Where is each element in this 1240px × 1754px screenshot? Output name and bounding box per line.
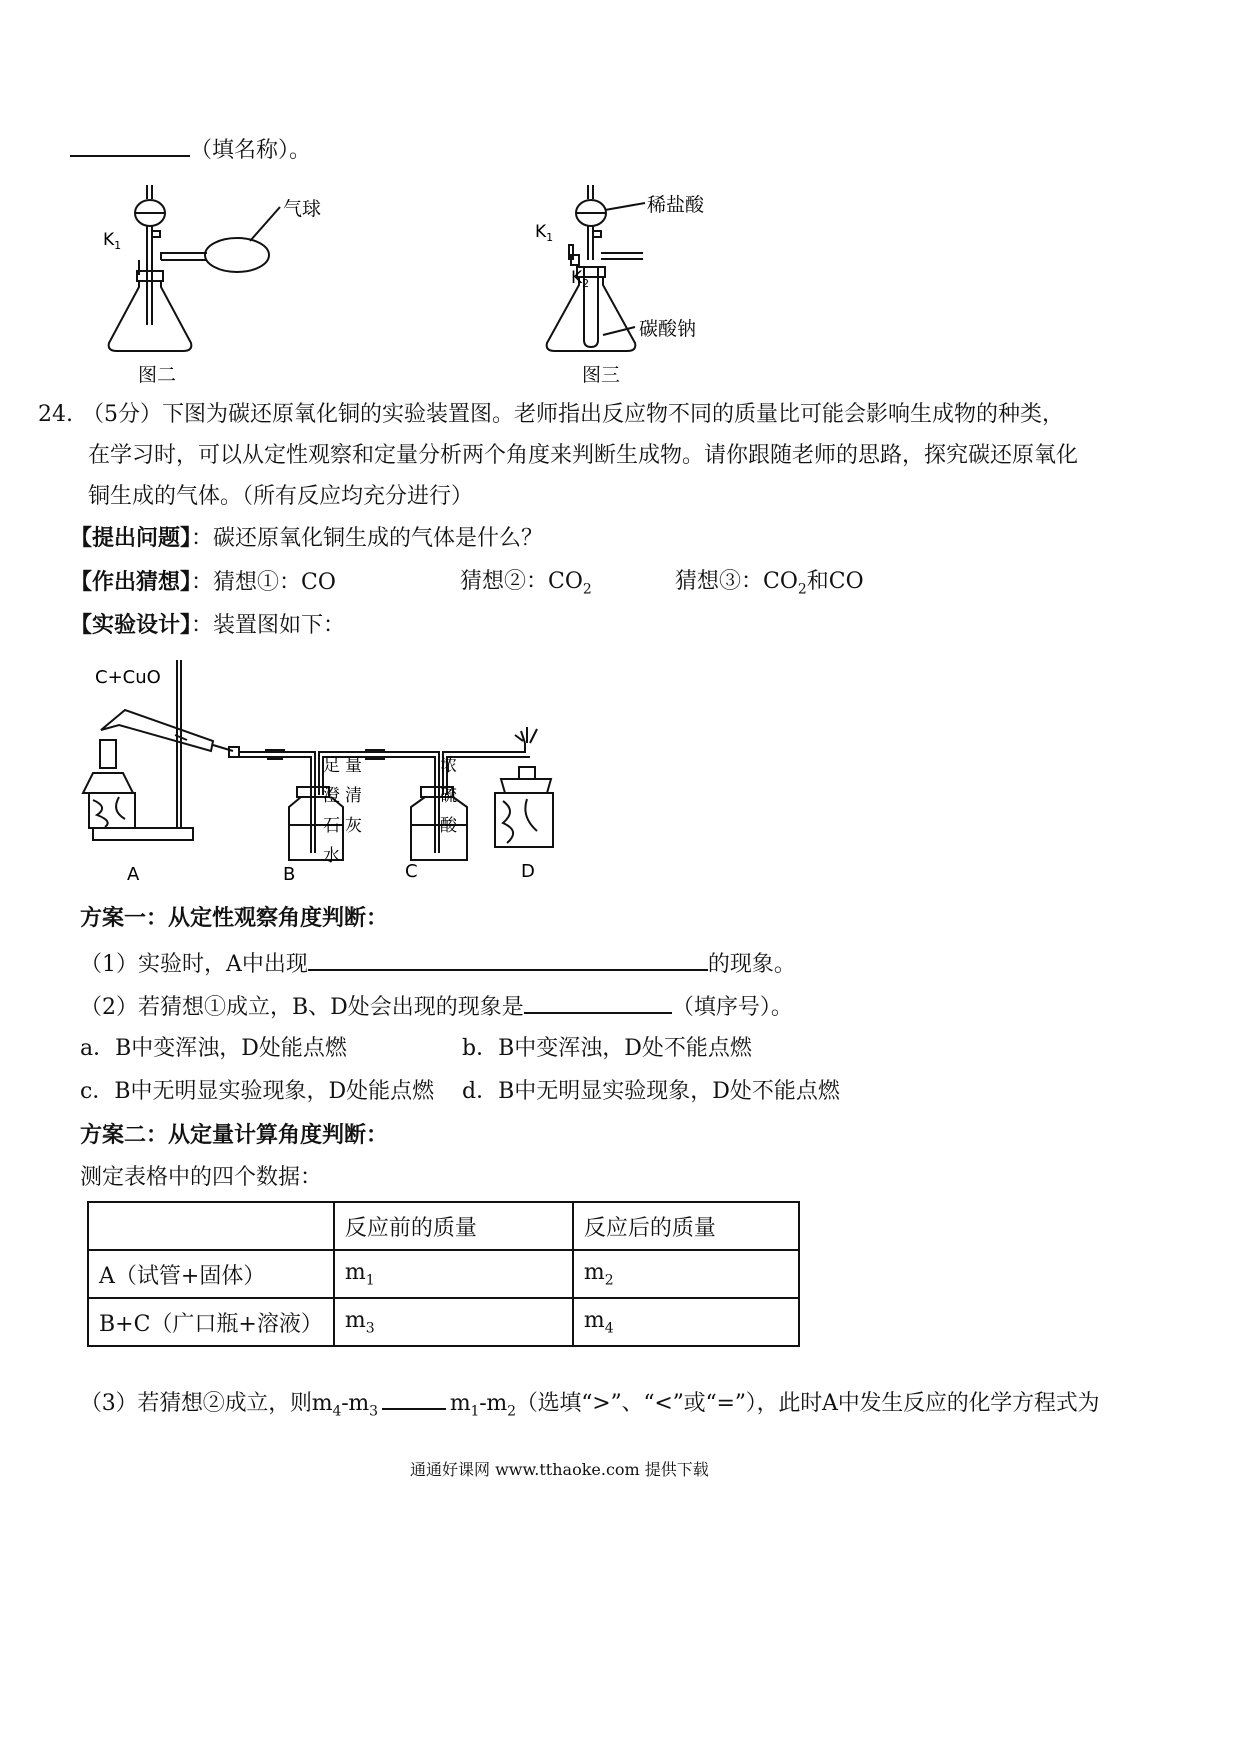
guess-line <box>70 567 1070 598</box>
conc-sulfuric-acid-label <box>440 756 458 836</box>
svg-text:A: A <box>127 864 140 885</box>
reagent-label: C+CuO <box>95 667 161 688</box>
svg-text:石: 石 <box>323 816 340 836</box>
table-header-row <box>88 1202 799 1250</box>
answer-blank[interactable] <box>70 133 190 157</box>
guess-1: ：猜想①：CO <box>191 570 336 595</box>
svg-text:C: C <box>405 861 418 882</box>
svg-text:澄: 澄 <box>323 786 340 806</box>
guess-label: 【作出猜想】 <box>70 569 192 595</box>
svg-text:清: 清 <box>345 786 362 806</box>
design-line <box>70 610 345 641</box>
header-after: 反应后的质量 <box>573 1202 799 1250</box>
option-b: b．B中变浑浊，D处不能点燃 <box>462 1036 752 1061</box>
table-row <box>88 1250 799 1298</box>
plan1-q2: （2）若猜想①成立，B、D处会出现的现象是 （填序号）。 <box>80 990 793 1023</box>
row-label: B+C（广口瓶+溶液） <box>88 1298 334 1346</box>
plan2-title: 方案二：从定量计算角度判断： <box>80 1122 389 1148</box>
plan1-title: 方案一：从定性观察角度判断： <box>80 905 389 931</box>
q24-line3: 铜生成的气体。（所有反应均充分进行） <box>88 484 474 509</box>
q1-answer-blank[interactable] <box>308 947 708 971</box>
k2-label: $K_2$ <box>571 268 590 290</box>
svg-text:酸: 酸 <box>440 816 457 836</box>
q2-answer-blank[interactable] <box>524 990 672 1014</box>
question-label: 【提出问题】 <box>70 525 192 551</box>
carbon-reduction-apparatus <box>75 655 595 890</box>
guess-2: 猜想②：$CO_2$ <box>460 569 592 598</box>
q24-number: 24. <box>38 402 73 427</box>
value-cell: $m_2$ <box>573 1250 799 1298</box>
top-answer-line <box>70 133 311 166</box>
dilute-hcl-label: 稀盐酸 <box>647 194 705 216</box>
guess-3: 猜想③：$CO_2$和CO <box>675 569 864 598</box>
design-label: 【实验设计】 <box>70 612 192 638</box>
q24-line2: 在学习时，可以从定性观察和定量分析两个角度来判断生成物。请你跟随老师的思路，探究碳还原氧化 <box>88 443 1079 468</box>
figure-three-apparatus <box>535 175 755 390</box>
mass-table <box>87 1201 800 1347</box>
table-row <box>88 1298 799 1346</box>
figure-two-apparatus <box>95 175 355 390</box>
row-label: A（试管+固体） <box>88 1250 334 1298</box>
value-cell: $m_4$ <box>573 1298 799 1346</box>
header-before: 反应前的质量 <box>334 1202 573 1250</box>
k1-label: $K_1$ <box>103 230 122 252</box>
plan1-q1: （1）实验时，A中出现 的现象。 <box>80 947 796 980</box>
value-cell: $m_1$ <box>334 1250 573 1298</box>
q24-line1: （5分）下图为碳还原氧化铜的实验装置图。老师指出反应物不同的质量比可能会影响生成物的种类， <box>82 402 1065 427</box>
option-d: d．B中无明显实验现象，D处不能点燃 <box>462 1079 840 1104</box>
svg-text:浓: 浓 <box>440 756 457 776</box>
svg-text:灰: 灰 <box>345 816 362 836</box>
svg-text:硫: 硫 <box>440 786 457 806</box>
question-line <box>70 523 543 554</box>
figure-three-caption: 图三 <box>582 364 621 386</box>
question-text: ：碳还原氧化铜生成的气体是什么？ <box>191 526 544 551</box>
top-line-suffix: （填名称）。 <box>190 138 312 163</box>
svg-text:D: D <box>521 861 535 882</box>
svg-text:水: 水 <box>323 846 340 866</box>
balloon-label: 气球 <box>283 198 322 220</box>
q3-answer-blank[interactable] <box>382 1386 446 1410</box>
header-cell-empty <box>88 1202 334 1250</box>
figure-two-caption: 图二 <box>138 364 177 386</box>
option-a: a．B中变浑浊，D处能点燃 <box>80 1036 347 1061</box>
plan2-q3: （3）若猜想②成立，则$m_4-m_3$ $m_1-m_2$（选填“>”、“<”或“=”），此时A中发生反应的化学方程式为 <box>80 1386 1099 1426</box>
value-cell: $m_3$ <box>334 1298 573 1346</box>
svg-text:量: 量 <box>345 756 362 776</box>
svg-text:足: 足 <box>323 756 340 776</box>
sodium-carbonate-label: 碳酸钠 <box>639 318 697 340</box>
svg-text:B: B <box>283 864 296 885</box>
option-c: c．B中无明显实验现象，D处能点燃 <box>80 1079 435 1104</box>
design-text: ：装置图如下： <box>191 613 346 638</box>
plan2-intro: 测定表格中的四个数据： <box>80 1165 323 1190</box>
page-footer: 通通好课网 www.tthaoke.com 提供下载 <box>410 1460 709 1479</box>
k1-label-fig3: $K_1$ <box>535 222 554 244</box>
